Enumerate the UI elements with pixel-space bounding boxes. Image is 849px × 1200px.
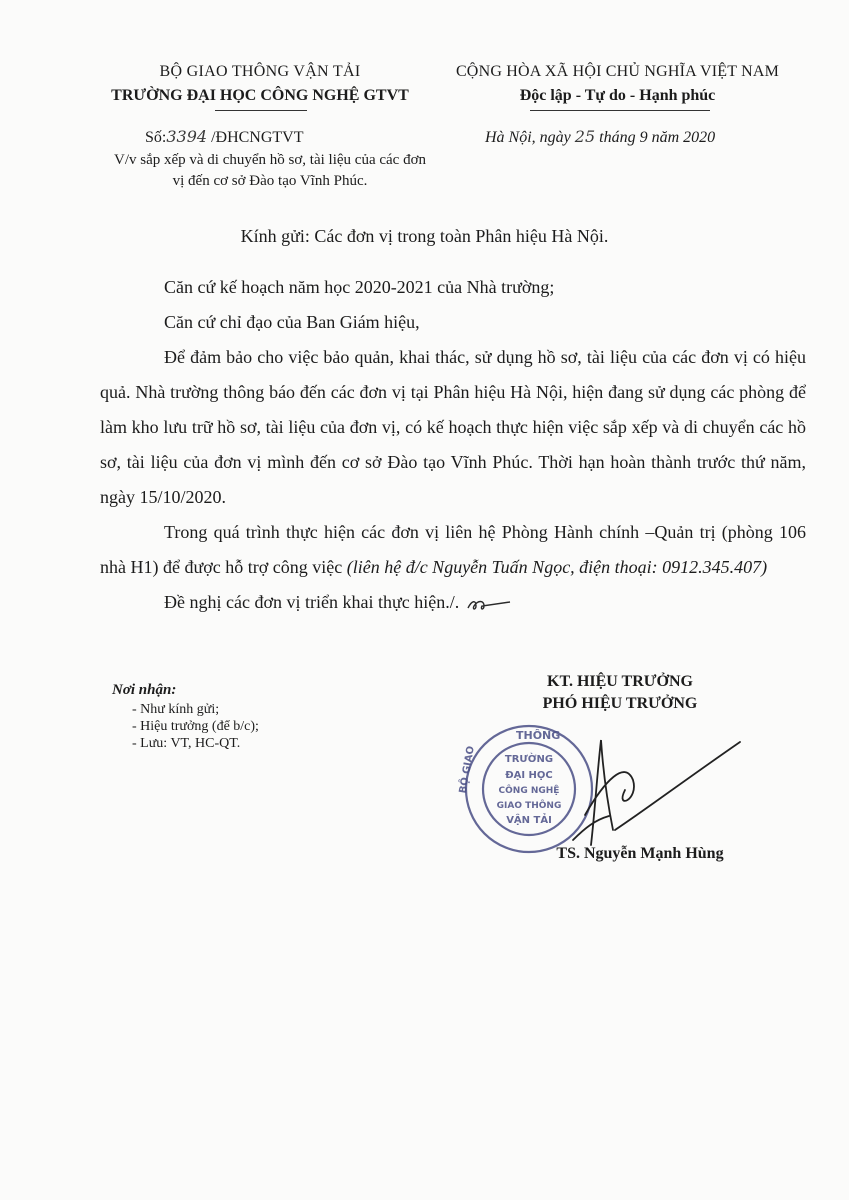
request-text: Đề nghị các đơn vị triển khai thực hiện./. <box>164 592 460 612</box>
seal-line: CÔNG NGHỆ <box>498 786 560 796</box>
document-subject: V/v sắp xếp và di chuyển hồ sơ, tài liệu của các đơn vị đến cơ sở Đào tạo Vĩnh Phúc. <box>113 152 427 189</box>
handwritten-signature <box>555 720 745 865</box>
date-suffix: tháng 9 năm 2020 <box>599 129 716 146</box>
signature-title <box>500 671 740 715</box>
paragraph-request <box>100 585 806 620</box>
ref-prefix: Số: <box>145 129 167 146</box>
recipients-title: Nơi nhận: <box>112 682 177 698</box>
nation-name: CỘNG HÒA XÃ HỘI CHỦ NGHĨA VIỆT NAM <box>455 63 780 80</box>
paragraph-contact <box>100 515 806 585</box>
motto-underline <box>530 110 710 111</box>
signature-line-2: PHÓ HIỆU TRƯỞNG <box>542 695 698 712</box>
ministry-name: BỘ GIAO THÔNG VẬN TẢI <box>159 63 361 80</box>
issuer-underline <box>215 110 307 111</box>
seal-line: GIAO THÔNG <box>496 801 562 811</box>
initial-scribble <box>464 594 514 614</box>
national-header <box>445 60 790 108</box>
national-motto: Độc lập - Tự do - Hạnh phúc <box>519 87 716 104</box>
ref-number-handwritten: 3394 <box>166 127 208 146</box>
signature-line-1: KT. HIỆU TRƯỞNG <box>547 673 693 690</box>
seal-ring-top: THÔNG <box>516 729 561 742</box>
ref-suffix: /ĐHCNGTVT <box>211 129 304 146</box>
school-name: TRƯỜNG ĐẠI HỌC CÔNG NGHỆ GTVT <box>111 87 409 104</box>
seal-line: ĐẠI HỌC <box>505 770 553 781</box>
greeting-line: Kính gửi: Các đơn vị trong toàn Phân hiệu Hà Nội. <box>240 226 609 246</box>
seal-ring-left: BỘ GIAO <box>457 745 477 795</box>
issuer-header <box>95 60 425 108</box>
recipient-item: - Như kính gửi; <box>132 702 220 717</box>
recipients-block <box>112 682 352 752</box>
seal-line: TRƯỜNG <box>504 754 554 765</box>
seal-line: VẬN TẢI <box>506 815 552 826</box>
paragraph-basis-2: Căn cứ chỉ đạo của Ban Giám hiệu, <box>164 312 420 332</box>
signer-name: TS. Nguyễn Mạnh Hùng <box>556 845 724 862</box>
document-number <box>145 127 304 147</box>
paragraph-main: Để đảm bảo cho việc bảo quản, khai thác, sử dụng hồ sơ, tài liệu của các đơn vị có hiệu quả. Nhà trường thông báo đến các đơn vị tại Phân hiệu Hà Nội, hiện đang sử dụng các phòng để làm kho lưu trữ hồ sơ, tài liệu của đơn vị, có kế hoạch thực hiện việc sắp xếp và di chuyển các hồ sơ, tài liệu của đơn vị mình đến cơ sở Đào tạo Vĩnh Phúc. Thời hạn hoàn thành trước thứ năm, ngày 15/10/2020. <box>100 347 806 507</box>
recipient-item: - Lưu: VT, HC-QT. <box>132 736 241 751</box>
date-prefix: Hà Nội, ngày <box>485 129 571 146</box>
letter-body <box>100 270 806 620</box>
document-date <box>485 127 715 147</box>
recipient-item: - Hiệu trưởng (để b/c); <box>132 719 259 734</box>
date-day-handwritten: 25 <box>574 127 596 146</box>
contact-text: Trong quá trình thực hiện các đơn vị liên hệ Phòng Hành chính –Quản trị (phòng 106 nhà H1) để được hỗ trợ công việc <box>100 522 806 577</box>
contact-detail: (liên hệ đ/c Nguyễn Tuấn Ngọc, điện thoại: 0912.345.407) <box>346 557 768 577</box>
paragraph-basis-1: Căn cứ kế hoạch năm học 2020-2021 của Nhà trường; <box>164 277 555 297</box>
